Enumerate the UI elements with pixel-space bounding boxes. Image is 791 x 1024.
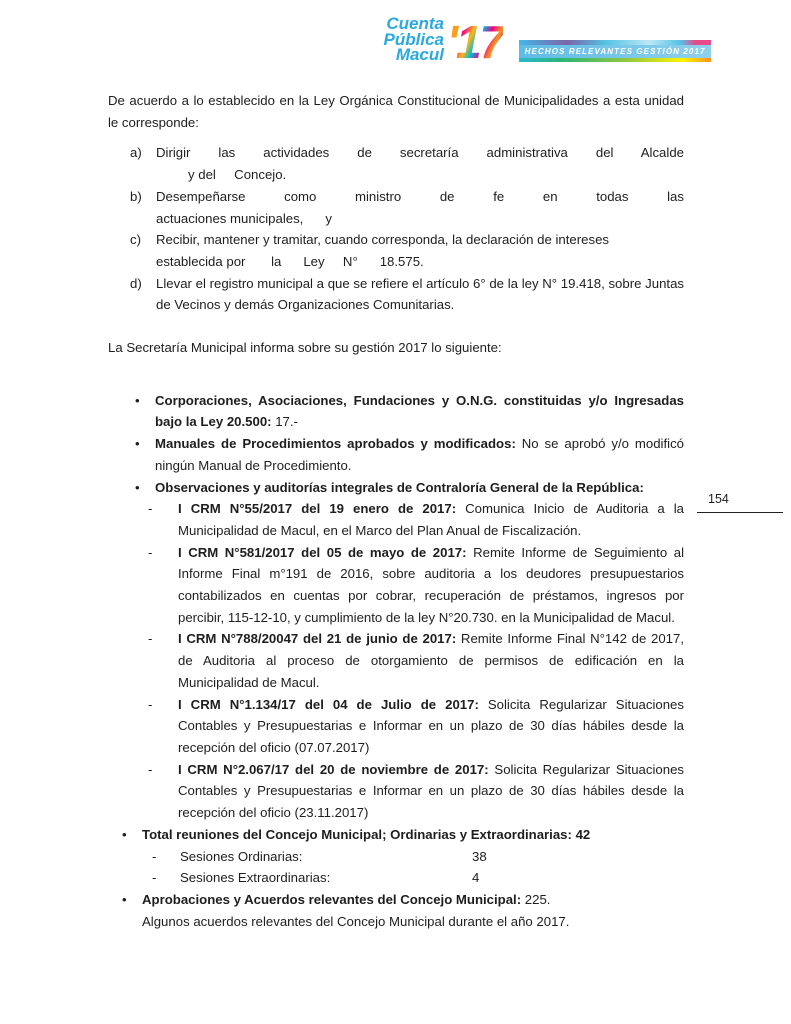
- bullet-bold-text: Aprobaciones y Acuerdos relevantes del Concejo Municipal:: [142, 891, 522, 907]
- bullet-item-4: [108, 824, 684, 889]
- sub-item-text: [178, 498, 684, 541]
- bullet-bold-text: Manuales de Procedimientos aprobados y modificados:: [155, 436, 516, 452]
- sub-item-4: [148, 694, 684, 759]
- sub-item-text: [178, 628, 684, 693]
- bullet-bold-text: Total reuniones del Concejo Municipal; Ordinarias y Extraordinarias: 42: [142, 826, 591, 842]
- logo-year-digits: 17: [455, 16, 504, 68]
- logo-year-17: [447, 16, 504, 68]
- bullet-lead-line: [155, 433, 684, 476]
- logo-line-3: Macul: [395, 45, 444, 64]
- sub-item-bold-text: I CRM N°1.134/17 del 04 de Julio de 2017:: [178, 696, 479, 712]
- banner-bottom-stripe: [519, 58, 711, 62]
- dash-marker: -: [148, 501, 153, 517]
- sub-item-text: [178, 542, 684, 629]
- text-line: y del Concejo.: [188, 167, 287, 183]
- sub-item-bold-text: I CRM N°581/2017 del 05 de mayo de 2017:: [178, 544, 467, 560]
- bullet-normal-text: No se aprobó y/o modificó ningún Manual de Procedimiento.: [155, 436, 684, 473]
- lettered-item-text: [156, 142, 684, 185]
- bullet-item-text: [155, 433, 684, 476]
- session-row: [152, 867, 684, 889]
- page-header: [356, 14, 711, 68]
- sub-item-normal-text: Comunica Inicio de Auditoria a la Municipalidad de Macul, en el Marco del Plan Anual de Fiscalización.: [178, 501, 685, 538]
- dash-marker: -: [148, 631, 153, 647]
- sub-item-bold-text: I CRM N°788/20047 del 21 de junio de 2017:: [178, 631, 457, 647]
- session-label: Sesiones Extraordinarias:: [180, 870, 331, 886]
- lettered-item-c: [108, 229, 684, 272]
- lettered-item-text: [156, 229, 684, 272]
- sub-item-normal-text: Solicita Regularizar Situaciones Contables y Presupuestarias e Informar en un plazo de 30 días hábiles desde la recepción del oficio (23.11.2017): [178, 761, 684, 821]
- bullet-item-1: [108, 390, 684, 433]
- sub-item-bold-text: I CRM N°2.067/17 del 20 de noviembre de 2017:: [178, 761, 489, 777]
- session-value: 38: [472, 848, 487, 864]
- banner-title: HECHOS RELEVANTES GESTIÓN 2017: [519, 45, 711, 58]
- text-line: actuaciones municipales, y: [156, 210, 332, 226]
- sub-item-2: [148, 542, 684, 629]
- lettered-item-text: [156, 273, 684, 316]
- sub-item-bold-text: I CRM N°55/2017 del 19 enero de 2017:: [178, 501, 457, 517]
- lettered-list: [108, 142, 684, 316]
- sub-item-normal-text: Remite Informe Final N°142 de 2017, de Auditoria al proceso de otorgamiento de permisos de edificación en la Municipalidad de Macul.: [178, 631, 684, 690]
- bullet-lead-line: [142, 824, 684, 846]
- session-label: Sesiones Ordinarias:: [180, 848, 303, 864]
- bullet-marker: •: [135, 436, 140, 452]
- sub-item-text: [178, 694, 684, 759]
- bullet-item-text: [155, 390, 684, 433]
- bullet-marker: •: [122, 826, 127, 842]
- logo-apostrophe: ': [447, 16, 456, 68]
- dash-marker: -: [148, 696, 153, 712]
- bullet-extra-line: Algunos acuerdos relevantes del Concejo Municipal durante el año 2017.: [142, 913, 570, 929]
- text-line: Dirigir las actividades de secretaría administrativa del Alcalde: [156, 145, 684, 161]
- sub-item-normal-text: Remite Informe de Seguimiento al Informe Final m°191 de 2016, sobre auditoria a los deudores presupuestarios contabilizados en cuentas por cobrar, recuperación de préstamos, ingresos por percibir, 115-12-10, y cumplimiento de la ley N°20.730. en la Municipalidad de Macul.: [178, 544, 684, 625]
- letter-marker: d): [130, 275, 142, 291]
- lettered-item-d: [108, 273, 684, 316]
- header-banner: [519, 40, 711, 62]
- text-line: Recibir, mantener y tramitar, cuando corresponda, la declaración de intereses: [156, 232, 610, 248]
- text-line: establecida por la Ley N° 18.575.: [156, 253, 424, 269]
- page-number-rule: [697, 512, 783, 513]
- logo-line-2: Pública: [383, 29, 444, 49]
- sub-item-text: [178, 759, 684, 824]
- sub-item-1: [148, 498, 684, 541]
- bullet-normal-text: 17.-: [271, 414, 298, 430]
- bullet-lead-line: [155, 477, 684, 499]
- sub-item-normal-text: Solicita Regularizar Situaciones Contables y Presupuestarias e Informar en un plazo de 30 días hábiles desde la recepción del oficio (07.07.2017): [178, 696, 684, 755]
- lettered-item-b: [108, 186, 684, 229]
- cuenta-publica-macul-logo: [356, 16, 444, 63]
- section-intro-paragraph: La Secretaría Municipal informa sobre su gestión 2017 lo siguiente:: [108, 340, 502, 356]
- letter-marker: b): [130, 188, 142, 204]
- bullet-item-2: [108, 433, 684, 476]
- page-number: 154: [708, 492, 729, 506]
- bullet-item-5: [108, 889, 684, 932]
- bullet-item-text: [142, 824, 684, 889]
- sub-item-5: [148, 759, 684, 824]
- bullet-list: [108, 390, 684, 933]
- letter-marker: a): [130, 145, 142, 161]
- lettered-item-text: [156, 186, 684, 229]
- bullet-item-3: [108, 477, 684, 824]
- bullet-marker: •: [122, 891, 127, 907]
- bullet-marker: •: [135, 479, 140, 495]
- session-value: 4: [472, 870, 480, 886]
- bullet-item-text: [142, 889, 684, 932]
- bullet-bold-text: Corporaciones, Asociaciones, Fundaciones y O.N.G. constituidas y/o Ingresadas bajo la Ley 20.500:: [155, 392, 684, 430]
- dash-marker: -: [152, 848, 157, 864]
- document-body: [108, 90, 684, 932]
- lettered-item-a: [108, 142, 684, 185]
- bullet-lead-line: [155, 390, 684, 433]
- bullet-item-text: [148, 477, 685, 824]
- dash-marker: -: [148, 761, 153, 777]
- session-row: [152, 846, 684, 868]
- letter-marker: c): [130, 232, 141, 248]
- intro-paragraph: De acuerdo a lo establecido en la Ley Orgánica Constitucional de Municipalidades a esta unidad le corresponde:: [108, 93, 684, 130]
- bullet-bold-text: Observaciones y auditorías integrales de Contraloría General de la República:: [155, 479, 644, 495]
- bullet-lead-line: [142, 889, 684, 911]
- logo-line-1: Cuenta: [386, 14, 444, 33]
- dash-marker: -: [148, 544, 153, 560]
- text-line: Desempeñarse como ministro de fe en todas las: [156, 188, 684, 204]
- bullet-normal-text: 225.: [521, 891, 551, 907]
- text-line: Llevar el registro municipal a que se refiere el artículo 6° de la ley N° 19.418, sobre Juntas de Vecinos y demás Organizaciones Comunitarias.: [156, 275, 684, 313]
- dash-marker: -: [152, 870, 157, 886]
- sub-item-3: [148, 628, 684, 693]
- bullet-marker: •: [135, 392, 140, 408]
